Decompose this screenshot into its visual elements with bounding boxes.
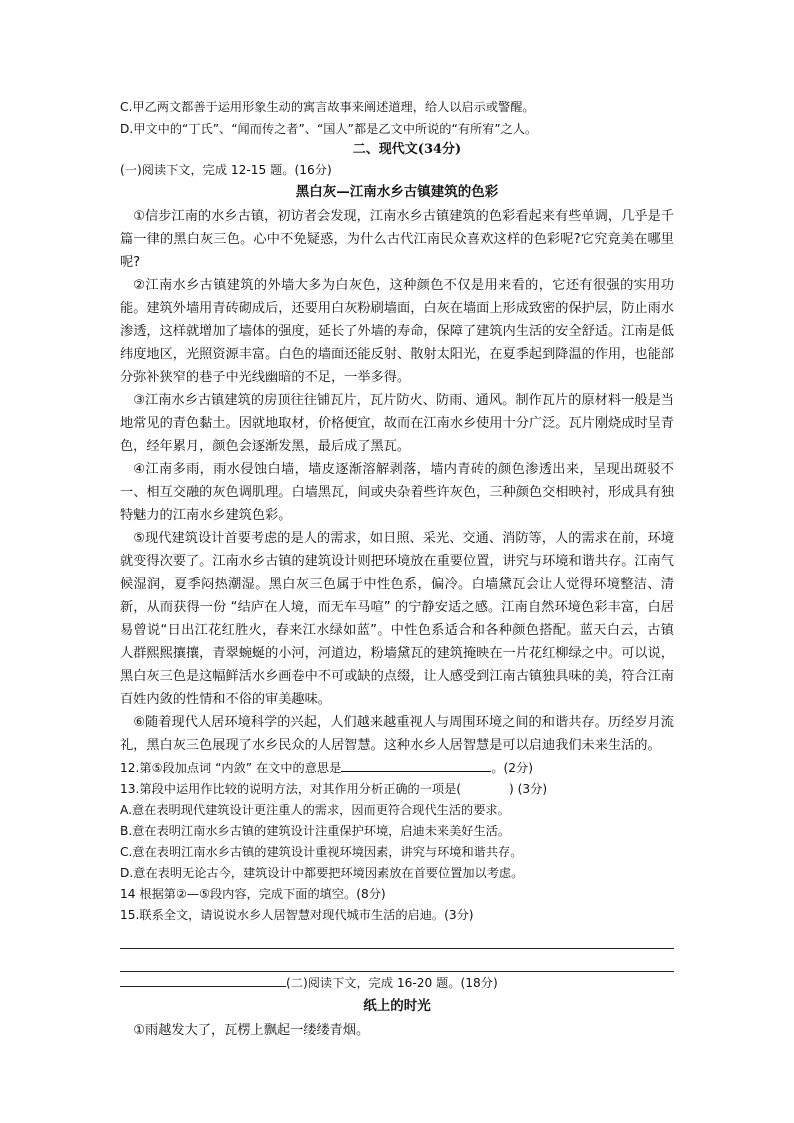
- option-c: C.甲乙两文都善于运用形象生动的寓言故事来阐述道理，给人以启示或警醒。: [120, 100, 535, 114]
- article2-paragraph-1: ①雨越发大了，瓦楞上飘起一缕缕青烟。: [133, 1023, 370, 1038]
- part2-intro-row: [120, 972, 674, 994]
- question-13-option-b: B.意在表明江南水乡古镇的建筑设计注重保护环境，启迪未来美好生活。: [120, 824, 511, 838]
- question-13-text: 13.第段中运用作比较的说明方法，对其作用分析正确的一项是(: [120, 782, 462, 796]
- answer-line-2[interactable]: [120, 949, 674, 972]
- paragraph-5: ⑤现代建筑设计首要考虑的是人的需求，如日照、采光、交通、消防等，人的需求在前，环境就变得次要了。江南水乡古镇的建筑设计则把环境放在重要位置，讲究与环境和谐共存。江南气候湿润，夏季闷热潮湿。黑白灰三色属于中性色系，偏冷。白墙黛瓦会让人觉得环境整洁、清新，从而获得一份 “结庐在人境，而无车马喧” 的宁静安适之感。江南自然环境色彩丰富，白居易曾说“日出江花红胜火，春来江水绿如蓝”。中性色系适合和各种颜色搭配。蓝天白云，古镇人群熙熙攘攘，青翠蜿蜒的小河，河道边，粉墙黛瓦的建筑掩映在一片花红柳绿之中。可以说，黑白灰三色是这幅鲜活水乡画卷中不可或缺的点缀，让人感受到江南古镇独具味的美，符合江南百姓内敛的性情和不俗的审美趣味。: [120, 531, 674, 707]
- article-title: 黑白灰—江南水乡古镇建筑的色彩: [295, 184, 499, 200]
- paragraph-3: ③江南水乡古镇建筑的房顶往往铺瓦片，瓦片防火、防雨、通风。制作瓦片的原材料一般是当地常见的青色黏土。因就地取材，价格便宜，故而在江南水乡使用十分广泛。瓦片刚烧成时呈青色，经年累月，颜色会逐渐发黑，最后成了黑瓦。: [120, 393, 674, 454]
- paragraph-6: ⑥随着现代人居环境科学的兴起，人们越来越重视人与周围环境之间的和谐共存。历经岁月流礼，黑白灰三色展现了水乡民众的人居智慧。这种水乡人居智慧是可以启迪我们未来生活的。: [120, 715, 674, 753]
- answer-blank-12[interactable]: [341, 757, 491, 772]
- question-13-option-a: A.意在表明现代建筑设计更注重人的需求，因而更符合现代生活的要求。: [120, 803, 510, 817]
- part1-intro: (一)阅读下文，完成 12-15 题。(16分): [120, 163, 332, 177]
- question-15: 15.联系全文，请说说水乡人居智慧对现代城市生活的启迪。(3分): [120, 908, 474, 922]
- article2-title: 纸上的时光: [363, 998, 431, 1014]
- question-13-score: ) (3分): [509, 782, 548, 796]
- option-d: D.甲文中的“丁氏”、“闻而传之者”、“国人”都是乙文中所说的“有所宥”之人。: [120, 122, 538, 136]
- answer-line-1[interactable]: [120, 926, 674, 949]
- question-12: [120, 757, 674, 779]
- paragraph-2: ②江南水乡古镇建筑的外墙大多为白灰色，这种颜色不仅是用来看的，它还有很强的实用功能。建筑外墙用青砖砌成后，还要用白灰粉刷墙面，白灰在墙面上形成致密的保护层，防止雨水渗透，这样就增加了墙体的强度，延长了外墙的寿命，保障了建筑内生活的安全舒适。江南是低纬度地区，光照资源丰富。白色的墙面还能反射、散射太阳光，在夏季起到降温的作用，也能部分弥补狭窄的巷子中光线幽暗的不足，一举多得。: [120, 278, 674, 385]
- question-14: 14 根据第②—⑤段内容，完成下面的填空。(8分): [120, 887, 386, 901]
- section-heading: 二、现代文(34分): [352, 142, 462, 157]
- paragraph-4: ④江南多雨，雨水侵蚀白墙，墙皮逐渐溶解剥落，墙内青砖的颜色渗透出来，呈现出斑驳不一、相互交融的灰色调肌理。白墙黑瓦，间或央杂着些许灰色，三种颜色交相映衬，形成具有独特魅力的江南水乡建筑色彩。: [120, 462, 674, 523]
- part2-intro: (二)阅读下文，完成 16-20 题。(18分): [286, 976, 498, 990]
- question-13-option-d: D.意在表明无论古今，建筑设计中都要把环境因素放在首要位置加以考虑。: [120, 866, 524, 880]
- question-13: [120, 779, 674, 800]
- paragraph-1: ①信步江南的水乡古镇，初访者会发现，江南水乡古镇建筑的色彩看起来有些单调，几乎是千篇一律的黑白灰三色。心中不免疑惑，为什么古代江南民众喜欢这样的色彩呢?它究竟美在哪里呢?: [120, 209, 674, 270]
- answer-line-3[interactable]: [120, 973, 286, 987]
- question-13-option-c: C.意在表明江南水乡古镇的建筑设计重视环境因素，讲究与环境和谐共存。: [120, 845, 523, 859]
- question-12-text: 12.第⑤段加点词 “内敛” 在文中的意思是: [120, 761, 342, 775]
- exam-page: [120, 96, 674, 1042]
- question-12-score: 。(2分): [491, 761, 533, 775]
